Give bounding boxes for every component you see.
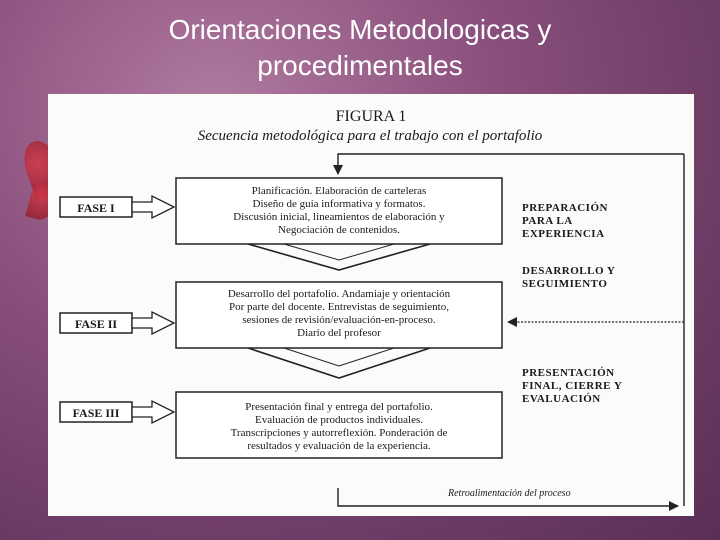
- figure-label: FIGURA 1: [335, 108, 407, 125]
- stage-3-line-1: PRESENTACIÓN: [522, 367, 615, 379]
- slide-title-line-2: procedimentales: [257, 50, 463, 81]
- down-arrow-2-inner: [284, 348, 394, 366]
- stage-1-line-3: EXPERIENCIA: [522, 228, 605, 240]
- stage-2-line-2: SEGUIMIENTO: [522, 278, 608, 290]
- flow-diagram: [48, 94, 694, 516]
- stage-1-line-2: PARA LA: [522, 215, 573, 227]
- slide-title: [0, 12, 720, 84]
- slide-title-line-1: Orientaciones Metodologicas y: [168, 14, 552, 45]
- phase-3-line-2: Evaluación de productos individuales.: [254, 414, 424, 426]
- phase-1-line-4: Negociación de contenidos.: [278, 224, 400, 236]
- phase-2-line-1: Desarrollo del portafolio. Andamiaje y orientación: [227, 288, 451, 300]
- figure-caption: Secuencia metodológica para el trabajo con el portafolio: [197, 128, 543, 144]
- phase-arrow-1: [132, 196, 174, 218]
- phase-2-line-2: Por parte del docente. Entrevistas de seguimiento,: [229, 301, 449, 313]
- phase-3-line-3: Transcripciones y autorreflexión. Ponderación de: [230, 427, 448, 439]
- phase-1-line-2: Diseño de guía informativa y formatos.: [252, 198, 426, 210]
- stage-3-line-3: EVALUACIÓN: [522, 393, 601, 405]
- feedback-loop-top: [338, 154, 684, 174]
- down-arrow-2: [248, 348, 430, 378]
- feedback-label: Retroalimentación del proceso: [448, 488, 571, 499]
- phase-1-line-1: Planificación. Elaboración de carteleras: [251, 185, 427, 197]
- phase-2-line-4: Diario del profesor: [297, 327, 381, 339]
- stage-3-line-2: FINAL, CIERRE Y: [522, 380, 623, 392]
- down-arrow-1: [248, 244, 430, 270]
- phase-1-line-3: Discusión inicial, lineamientos de elaboración y: [233, 211, 445, 223]
- stage-1-line-1: PREPARACIÓN: [522, 202, 608, 214]
- down-arrow-1-inner: [284, 244, 394, 260]
- phase-3-line-4: resultados y evaluación de la experiencia.: [247, 440, 431, 452]
- stage-2-line-1: DESARROLLO Y: [522, 265, 616, 277]
- phase-3-line-1: Presentación final y entrega del portafolio.: [245, 401, 433, 413]
- phase-arrow-3: [132, 401, 174, 423]
- phase-2-line-3: sesiones de revisión/evaluación-en-proceso.: [242, 314, 436, 326]
- phase-label-3: FASE III: [72, 406, 120, 420]
- figure-panel: [48, 94, 694, 516]
- phase-label-2: FASE II: [74, 317, 118, 331]
- phase-arrow-2: [132, 312, 174, 334]
- phase-label-1: FASE I: [77, 201, 115, 215]
